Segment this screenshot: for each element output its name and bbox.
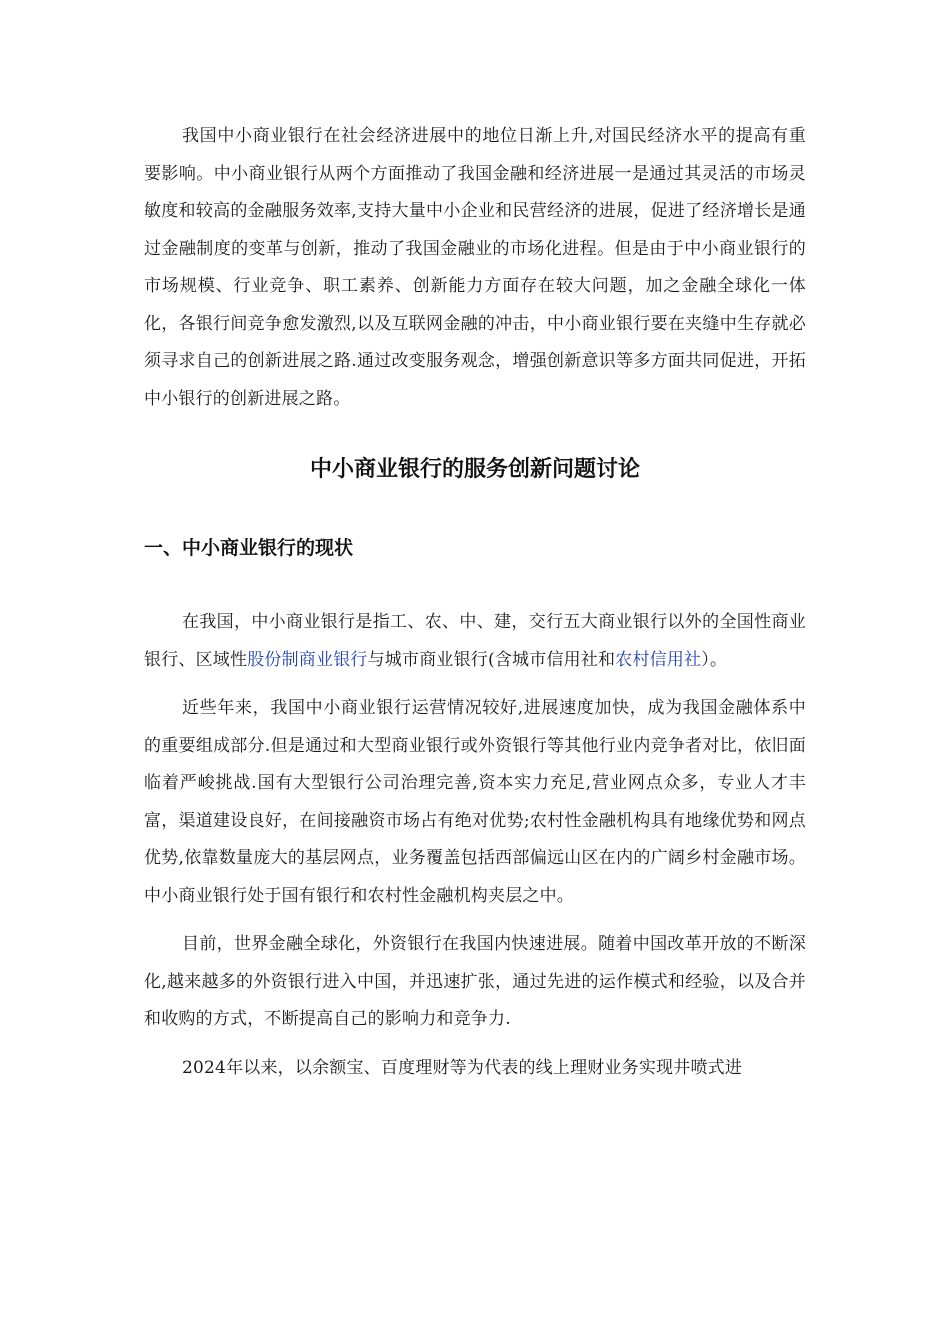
document-page	[144, 118, 806, 1087]
paragraph-text: ）。	[701, 649, 728, 670]
paragraph-text: 与城市商业银行(含城市信用社和	[367, 649, 616, 670]
section-heading-status: 一、中小商业银行的现状	[144, 537, 354, 559]
section-paragraph-definition	[144, 604, 806, 679]
paragraph-text: 在我国，中小商业银行是指工、农、中、建，交行五大商业银行以外的全国性商业银行、区域性	[144, 612, 806, 670]
section-paragraph-recent-years: 近些年来，我国中小商业银行运营情况较好,进展速度加快，成为我国金融体系中的重要组成部分.但是通过和大型商业银行或外资银行等其他行业内竞争者对比，依旧面临着严峻挑战.国有大型银行公司治理完善,资本实力充足,营业网点众多，专业人才丰富，渠道建设良好，在间接融资市场占有绝对优势;农村性金融机构具有地缘优势和网点优势,依靠数量庞大的基层网点，业务覆盖包括西部偏远山区在内的广阔乡村金融市场。中小商业银行处于国有银行和农村性金融机构夹层之中。	[144, 698, 806, 906]
link-joint-stock-bank[interactable]: 股份制商业银行	[247, 649, 368, 670]
section-paragraph-online-finance: 2024年以来，以余额宝、百度理财等为代表的线上理财业务实现井喷式进	[182, 1057, 743, 1078]
link-rural-credit-cooperative[interactable]: 农村信用社	[615, 649, 702, 670]
document-title: 中小商业银行的服务创新问题讨论	[309, 457, 640, 482]
intro-paragraph: 我国中小商业银行在社会经济进展中的地位日渐上升,对国民经济水平的提高有重要影响。中小商业银行从两个方面推动了我国金融和经济进展一是通过其灵活的市场灵敏度和较高的金融服务效率,支持大量中小企业和民营经济的进展，促进了经济增长是通过金融制度的变革与创新，推动了我国金融业的市场化进程。但是由于中小商业银行的市场规模、行业竞争、职工素养、创新能力方面存在较大问题，加之金融全球化一体化，各银行间竞争愈发激烈,以及互联网金融的冲击，中小商业银行要在夹缝中生存就必须寻求自己的创新进展之路.通过改变服务观念，增强创新意识等多方面共同促进，开拓中小银行的创新进展之路。	[144, 126, 806, 409]
section-paragraph-foreign-banks: 目前，世界金融全球化，外资银行在我国内快速进展。随着中国改革开放的不断深化,越来越多的外资银行进入中国，并迅速扩张，通过先进的运作模式和经验，以及合并和收购的方式，不断提高自己的影响力和竞争力.	[144, 934, 806, 1029]
